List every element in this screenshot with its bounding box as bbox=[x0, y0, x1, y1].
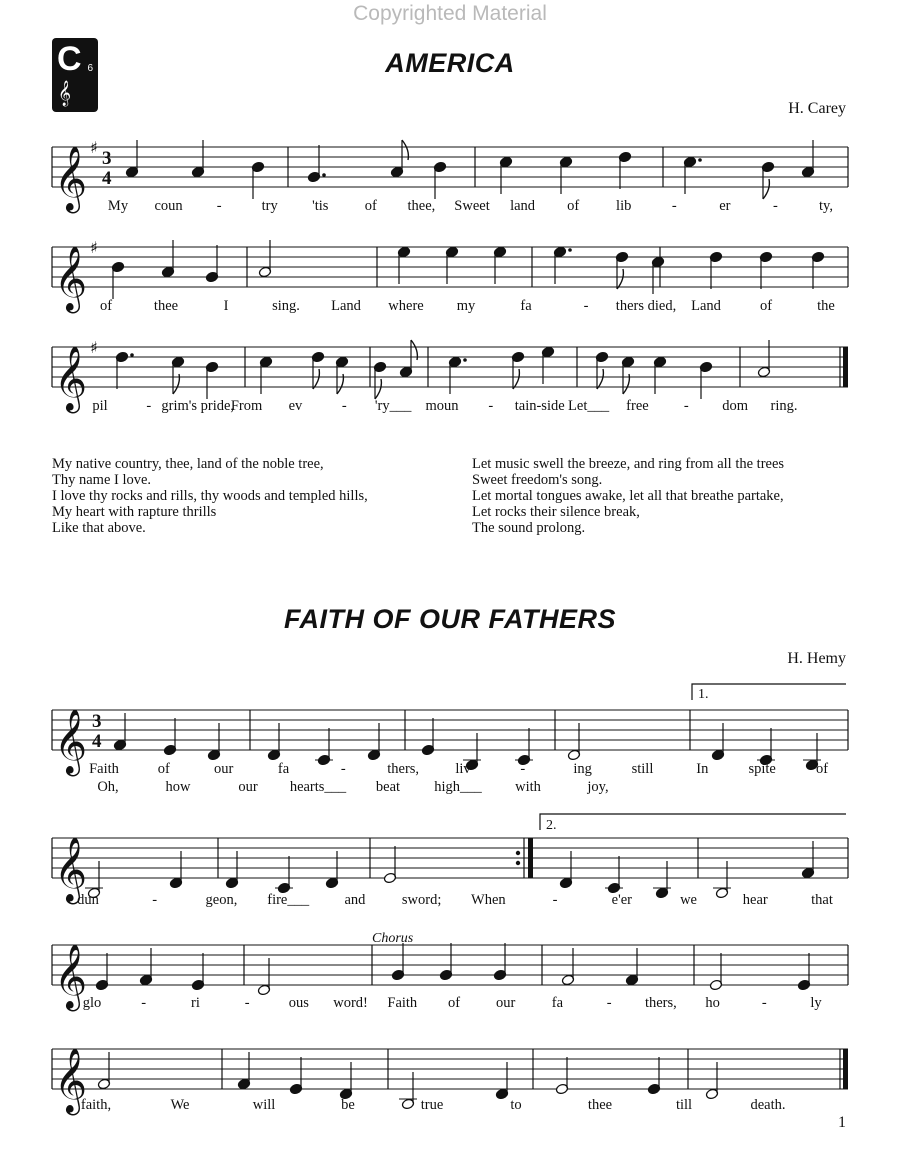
lyric-syllable: When bbox=[471, 892, 506, 908]
lyric-syllable: will bbox=[252, 1097, 276, 1113]
lyrics-faith-1b bbox=[97, 779, 608, 795]
composer-america: H. Carey bbox=[788, 100, 846, 117]
lyric-syllable: - bbox=[152, 892, 158, 908]
lyric-syllable: with bbox=[515, 779, 541, 795]
verse-line: I love thy rocks and rills, thy woods and templed hills, bbox=[52, 488, 368, 504]
lyric-syllable: - bbox=[341, 398, 347, 414]
treble-clef-icon: 𝄞 bbox=[54, 837, 88, 902]
lyric-syllable: In bbox=[696, 761, 709, 777]
composer-faith: H. Hemy bbox=[787, 650, 846, 667]
lyric-syllable: - bbox=[773, 198, 778, 214]
sharp-icon: ♯ bbox=[90, 138, 98, 157]
second-ending-label: 2. bbox=[546, 818, 557, 833]
lyric-syllable: death. bbox=[750, 1097, 786, 1113]
page-number: 1 bbox=[838, 1114, 846, 1131]
lyric-syllable: sword; bbox=[401, 892, 442, 908]
note-dot bbox=[698, 158, 702, 162]
treble-clef-icon: 𝄞 bbox=[54, 246, 88, 311]
chorus-label: Chorus bbox=[372, 931, 414, 946]
lyric-syllable: er bbox=[719, 198, 731, 214]
lyric-syllable: sing. bbox=[272, 298, 300, 314]
lyric-syllable: fa bbox=[551, 995, 564, 1011]
lyric-syllable: From bbox=[230, 398, 263, 414]
note-flag bbox=[313, 369, 319, 389]
lyric-syllable: beat bbox=[375, 779, 401, 795]
note-flag bbox=[763, 179, 769, 199]
lyric-syllable: my bbox=[456, 298, 476, 314]
lyric-syllable: spite bbox=[748, 761, 776, 777]
time-signature: 3 bbox=[92, 711, 102, 732]
ending-line bbox=[540, 814, 846, 830]
note-dot bbox=[322, 173, 326, 177]
note-flag bbox=[513, 369, 519, 389]
lyric-syllable: and bbox=[344, 892, 366, 908]
note-flag bbox=[597, 369, 603, 389]
lyric-syllable: of bbox=[759, 298, 773, 314]
repeat-dot bbox=[516, 851, 520, 855]
lyric-syllable: My bbox=[107, 198, 129, 214]
lyric-syllable: thers, bbox=[644, 995, 677, 1011]
lyric-syllable: We bbox=[170, 1097, 190, 1113]
lyric-syllable: Faith bbox=[387, 995, 418, 1011]
song-title-america: AMERICA bbox=[385, 48, 515, 78]
staff-faith-1 bbox=[52, 709, 848, 776]
lyric-syllable: - bbox=[244, 995, 250, 1011]
lyric-syllable: - bbox=[583, 298, 589, 314]
lyric-syllable: fa bbox=[277, 761, 290, 777]
lyric-syllable: Sweet bbox=[454, 198, 490, 214]
copyright-watermark: Copyrighted Material bbox=[353, 2, 547, 25]
lyrics-faith-3 bbox=[83, 995, 823, 1011]
lyrics-america-2 bbox=[100, 298, 835, 314]
lyric-syllable: thee bbox=[153, 298, 179, 314]
lyric-syllable: ous bbox=[288, 995, 309, 1011]
lyric-syllable: - bbox=[552, 892, 558, 908]
time-signature: 4 bbox=[92, 731, 102, 752]
lyric-syllable: ty, bbox=[819, 198, 833, 214]
repeat-dot bbox=[516, 861, 520, 865]
badge-number: 6 bbox=[87, 63, 93, 74]
lyric-syllable: thee, bbox=[407, 198, 436, 214]
lyric-syllable: try bbox=[261, 198, 278, 214]
lyric-syllable: fire___ bbox=[267, 892, 310, 908]
treble-clef-icon: 𝄞 bbox=[58, 80, 72, 105]
verse-line: Like that above. bbox=[52, 520, 146, 536]
lyric-syllable: ri bbox=[190, 995, 200, 1011]
lyric-syllable: faith, bbox=[80, 1097, 112, 1113]
lyric-syllable: 'ry___ bbox=[374, 398, 412, 414]
note-dot bbox=[130, 353, 134, 357]
verse-line: The sound prolong. bbox=[472, 520, 586, 536]
lyric-syllable: hearts___ bbox=[289, 779, 347, 795]
lyric-syllable: our bbox=[496, 995, 516, 1011]
sharp-icon: ♯ bbox=[90, 238, 98, 257]
lyric-syllable: dom bbox=[722, 398, 749, 414]
lyric-syllable: thee bbox=[587, 1097, 613, 1113]
treble-clef-icon: 𝄞 bbox=[54, 1048, 88, 1113]
lyric-syllable: ev bbox=[288, 398, 303, 414]
note-dot bbox=[568, 248, 572, 252]
lyric-syllable: true bbox=[420, 1097, 444, 1113]
verse-line: Let music swell the breeze, and ring from all the trees bbox=[472, 456, 785, 472]
lyrics-faith-4 bbox=[81, 1097, 786, 1113]
lyric-syllable: I bbox=[223, 298, 229, 314]
lyric-syllable: to bbox=[510, 1097, 522, 1113]
lyric-syllable: how bbox=[165, 779, 191, 795]
lyric-syllable: land bbox=[510, 198, 536, 214]
lyric-syllable: liv bbox=[455, 761, 471, 777]
sharp-icon: ♯ bbox=[90, 338, 98, 357]
lyric-syllable: - bbox=[606, 995, 612, 1011]
lyric-syllable: - bbox=[488, 398, 494, 414]
verse-line: My native country, thee, land of the noble tree, bbox=[52, 456, 324, 472]
treble-clef-icon: 𝄞 bbox=[54, 346, 88, 411]
lyric-syllable: that bbox=[811, 892, 833, 908]
note-flag bbox=[617, 269, 623, 289]
staff-faith-2 bbox=[52, 837, 848, 904]
lyric-syllable: Land bbox=[331, 298, 361, 314]
lyric-syllable: thers, bbox=[387, 761, 420, 777]
lyric-syllable: - bbox=[146, 398, 152, 414]
lyric-syllable: - bbox=[761, 995, 767, 1011]
lyric-syllable: e'er bbox=[611, 892, 632, 908]
badge-letter: C bbox=[57, 40, 82, 78]
lyric-syllable: lib bbox=[616, 198, 632, 214]
lyric-syllable: ing bbox=[573, 761, 592, 777]
lyric-syllable: the bbox=[817, 298, 835, 314]
lyric-syllable: of bbox=[447, 995, 461, 1011]
lyric-syllable: dun bbox=[77, 892, 99, 908]
lyric-syllable: - bbox=[340, 761, 346, 777]
verse-line: Let mortal tongues awake, let all that breathe partake, bbox=[472, 488, 784, 504]
lyric-syllable: ho bbox=[705, 995, 720, 1011]
final-barline bbox=[843, 347, 848, 387]
verse-line: Let rocks their silence break, bbox=[472, 504, 640, 520]
treble-clef-icon: 𝄞 bbox=[54, 146, 88, 211]
time-signature: 4 bbox=[102, 168, 112, 189]
lyric-syllable: of bbox=[567, 198, 580, 214]
verse-line: Sweet freedom's song. bbox=[472, 472, 603, 488]
lyric-syllable: - bbox=[671, 198, 677, 214]
lyric-syllable: we bbox=[680, 892, 698, 908]
lyric-syllable: - bbox=[216, 198, 222, 214]
lyric-syllable: ly bbox=[810, 995, 822, 1011]
lyric-syllable: - bbox=[683, 398, 689, 414]
lyric-syllable: of bbox=[815, 761, 829, 777]
second-ending-bracket bbox=[540, 814, 846, 830]
lyric-syllable: moun bbox=[425, 398, 459, 414]
song-title-faith: FAITH OF OUR FATHERS bbox=[284, 604, 616, 634]
lyric-syllable: glo bbox=[82, 995, 102, 1011]
time-signature: 3 bbox=[102, 148, 112, 169]
note-flag bbox=[375, 379, 381, 399]
lyric-syllable: Land bbox=[691, 298, 721, 314]
lyric-syllable: of bbox=[364, 198, 377, 214]
lyric-syllable: our bbox=[213, 761, 234, 777]
lyric-syllable: grim's pride, bbox=[161, 398, 235, 414]
lyric-syllable: of bbox=[99, 298, 113, 314]
lyric-syllable: - bbox=[520, 761, 526, 777]
repeat-barline-thick bbox=[528, 838, 533, 878]
note-dot bbox=[463, 358, 467, 362]
lyric-syllable: 'tis bbox=[312, 198, 329, 214]
treble-clef-icon: 𝄞 bbox=[54, 944, 88, 1009]
verse-line: My heart with rapture thrills bbox=[52, 504, 217, 520]
lyric-syllable: joy, bbox=[587, 779, 609, 795]
lyric-syllable: coun bbox=[154, 198, 183, 214]
final-barline bbox=[843, 1049, 848, 1089]
lyric-syllable: high___ bbox=[434, 779, 482, 795]
lyric-syllable: Faith bbox=[89, 761, 119, 777]
treble-clef-icon: 𝄞 bbox=[54, 709, 88, 774]
lyric-syllable: our bbox=[238, 779, 258, 795]
lyric-syllable: geon, bbox=[205, 892, 238, 908]
lyric-syllable: thers died, bbox=[615, 298, 677, 314]
lyric-syllable: - bbox=[141, 995, 147, 1011]
ending-line bbox=[692, 684, 846, 700]
lyric-syllable: hear bbox=[742, 892, 768, 908]
lyric-syllable: of bbox=[157, 761, 170, 777]
lyric-syllable: till bbox=[675, 1097, 693, 1113]
verse-line: Thy name I love. bbox=[52, 472, 152, 488]
lyric-syllable: free bbox=[626, 398, 649, 414]
lyric-syllable: Let___ bbox=[568, 398, 610, 414]
lyric-syllable: fa bbox=[520, 298, 532, 314]
lyric-syllable: still bbox=[631, 761, 654, 777]
first-ending-bracket bbox=[692, 684, 846, 700]
lyric-syllable: where bbox=[388, 298, 424, 314]
lyrics-faith-1a bbox=[89, 761, 828, 777]
lyric-syllable: Oh, bbox=[97, 779, 119, 795]
lyric-syllable: word! bbox=[333, 995, 368, 1011]
lyric-syllable: ring. bbox=[770, 398, 798, 414]
lyric-syllable: pil bbox=[92, 398, 108, 414]
lyric-syllable: be bbox=[341, 1097, 355, 1113]
lyrics-america-3 bbox=[92, 398, 797, 414]
lyrics-america-1 bbox=[108, 198, 833, 214]
lyric-syllable: tain-side bbox=[514, 398, 565, 414]
first-ending-label: 1. bbox=[698, 687, 709, 702]
